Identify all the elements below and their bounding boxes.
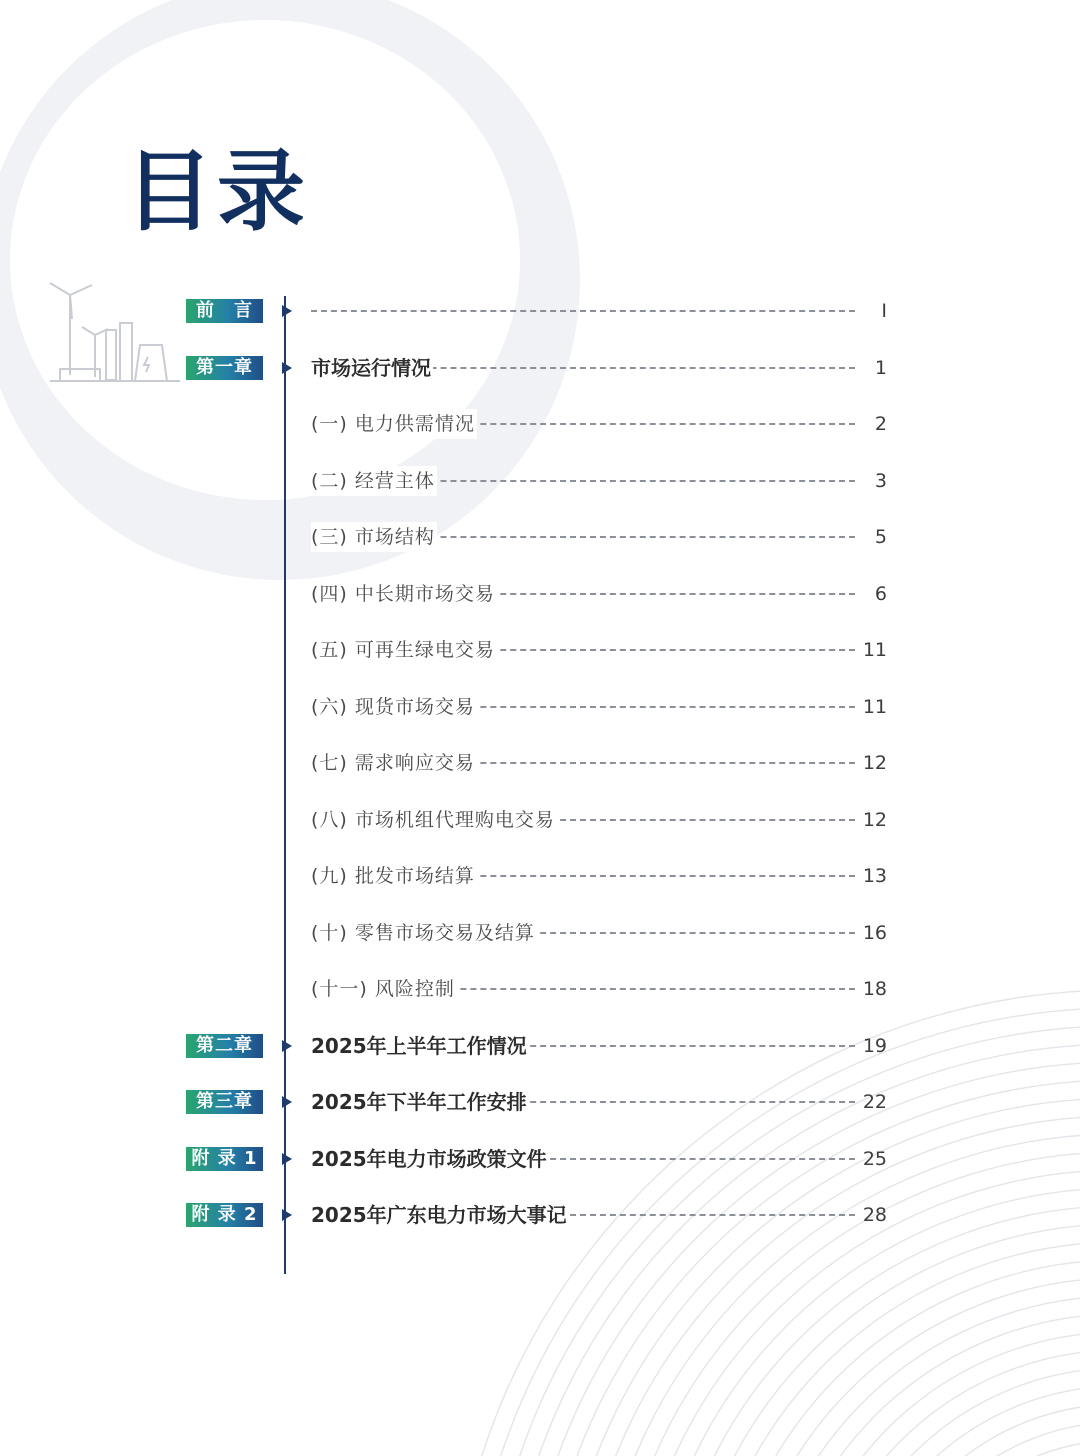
toc-entry-title: (三) 市场结构	[311, 522, 437, 552]
toc-page-number: 12	[862, 808, 887, 831]
chapter-badge: 前 言	[186, 299, 263, 323]
toc-entry-title: (七) 需求响应交易	[311, 748, 477, 778]
toc-page-number: 28	[862, 1204, 887, 1226]
toc-chapter-entry[interactable]	[0, 1194, 1080, 1234]
chapter-badge: 附 录 2	[186, 1203, 263, 1227]
toc-page-number: 22	[862, 1091, 887, 1113]
toc-section-entry[interactable]	[0, 686, 1080, 726]
toc-section-entry[interactable]	[0, 799, 1080, 839]
decorative-arc	[774, 1314, 1080, 1456]
toc-entry-title: (九) 批发市场结算	[311, 861, 477, 891]
toc-entry-title: (六) 现货市场交易	[311, 692, 477, 722]
decorative-arc	[900, 1440, 1080, 1456]
toc-section-entry[interactable]	[0, 855, 1080, 895]
chapter-badge: 附 录 1	[186, 1147, 263, 1171]
toc-page-number: 19	[862, 1034, 887, 1057]
decorative-arc	[738, 1278, 1080, 1456]
toc-entry-title: 2025年上半年工作情况	[311, 1031, 529, 1061]
toc-entry-title: 2025年下半年工作安排	[311, 1087, 529, 1117]
toc-page-number: 11	[862, 639, 887, 661]
timeline-marker-icon	[282, 362, 292, 374]
toc-page-number: 13	[862, 865, 887, 887]
toc-section-entry[interactable]	[0, 516, 1080, 556]
decorative-arc	[756, 1296, 1080, 1456]
toc-page-number: 5	[874, 526, 887, 548]
decorative-arc	[846, 1386, 1080, 1456]
toc-page-number: 6	[874, 582, 887, 605]
toc-entry-title: 2025年广东电力市场大事记	[311, 1200, 569, 1230]
decorative-arc	[810, 1350, 1080, 1456]
toc-page-number: 25	[862, 1147, 887, 1170]
toc-chapter-entry[interactable]	[0, 1025, 1080, 1065]
toc-entry-title: 市场运行情况	[311, 353, 433, 383]
toc-page-number: 11	[862, 695, 887, 718]
toc-page-number: 2	[874, 413, 887, 435]
toc-chapter-entry[interactable]	[0, 1081, 1080, 1121]
decorative-arc	[684, 1224, 1080, 1456]
chapter-badge: 第一章	[186, 356, 263, 380]
toc-page-number: 1	[874, 356, 887, 379]
toc-entry-title: (四) 中长期市场交易	[311, 579, 497, 609]
dotted-leader	[311, 310, 855, 312]
decorative-arc	[702, 1242, 1080, 1456]
toc-entry-title: (十) 零售市场交易及结算	[311, 918, 537, 948]
toc-section-entry[interactable]	[0, 460, 1080, 500]
toc-entry-title: (十一) 风险控制	[311, 974, 457, 1004]
timeline-marker-icon	[282, 1040, 292, 1052]
toc-chapter-entry[interactable]	[0, 290, 1080, 330]
toc-page-number: 12	[862, 752, 887, 774]
toc-section-entry[interactable]	[0, 573, 1080, 613]
toc-section-entry[interactable]	[0, 968, 1080, 1008]
toc-entry-title: (五) 可再生绿电交易	[311, 635, 497, 665]
chapter-badge: 第三章	[186, 1090, 263, 1114]
toc-page-number: 16	[862, 921, 887, 944]
timeline-marker-icon	[282, 1096, 292, 1108]
toc-chapter-entry[interactable]	[0, 347, 1080, 387]
toc-chapter-entry[interactable]	[0, 1138, 1080, 1178]
toc-section-entry[interactable]	[0, 912, 1080, 952]
toc-page-number: I	[881, 300, 887, 322]
chapter-badge: 第二章	[186, 1034, 263, 1058]
timeline-marker-icon	[282, 1209, 292, 1221]
toc-entry-title: (八) 市场机组代理购电交易	[311, 805, 557, 835]
toc-section-entry[interactable]	[0, 629, 1080, 669]
toc-section-entry[interactable]	[0, 403, 1080, 443]
page-title: 目录	[125, 140, 310, 243]
toc-page-number: 18	[862, 978, 887, 1000]
toc-section-entry[interactable]	[0, 742, 1080, 782]
toc-entry-title: (二) 经营主体	[311, 466, 437, 496]
timeline-marker-icon	[282, 305, 292, 317]
toc-page-number: 3	[874, 469, 887, 492]
toc-entry-title: 2025年电力市场政策文件	[311, 1144, 549, 1174]
timeline-marker-icon	[282, 1153, 292, 1165]
toc-entry-title: (一) 电力供需情况	[311, 409, 477, 439]
